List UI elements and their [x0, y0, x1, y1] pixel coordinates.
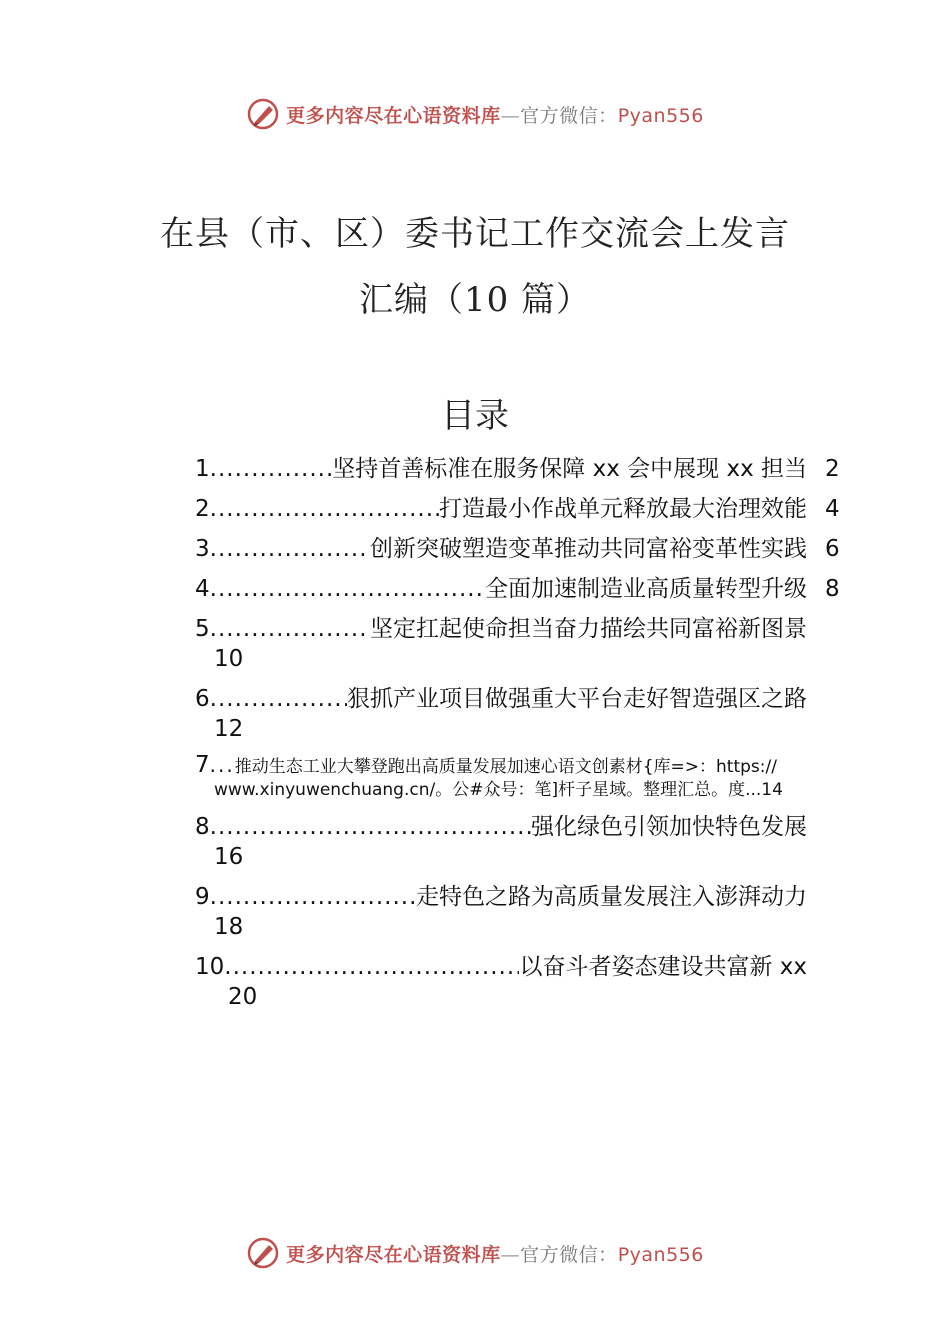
document-title-line1: 在县（市、区）委书记工作交流会上发言 — [160, 214, 790, 254]
toc-item-page: 4 — [825, 496, 840, 522]
toc-item-title: 推动生态工业大攀登跑出高质量发展加速心语文创素材{库=>：https:// — [234, 757, 777, 777]
footer-banner — [0, 1233, 950, 1273]
toc-item-number: 5 — [195, 616, 210, 642]
toc-item-7[interactable]: 7...推动生态工业大攀登跑出高质量发展加速心语文创素材{库=>：https:// www.xinyuwenchuang.cn/。公#众号：笔]杆子星域。整理汇总。度...14 — [195, 754, 845, 802]
toc-item-title-continued: www.xinyuwenchuang.cn/。公#众号：笔]杆子星域。整理汇总。度...14 — [214, 780, 783, 800]
toc-item-number: 1 — [195, 456, 210, 482]
toc-item-title: 以奋斗者姿态建设共富新 xx — [519, 954, 807, 980]
document-title-line2: 汇编（10 篇） — [358, 280, 592, 320]
toc-item-page: 18 — [214, 914, 244, 940]
banner-library-name: 更多内容尽在心语资料库 — [286, 104, 501, 127]
toc-item-number: 10 — [195, 954, 225, 980]
toc-item-1[interactable] — [195, 454, 845, 484]
toc-item-number: 4 — [195, 576, 210, 602]
toc-item-page: 6 — [825, 536, 840, 562]
toc-item-title: 全面加速制造业高质量转型升级 — [485, 576, 807, 602]
banner-library-name: 更多内容尽在心语资料库 — [286, 1243, 501, 1266]
toc-item-number: 8 — [195, 814, 210, 840]
toc-item-number: 6 — [195, 686, 210, 712]
toc-item-title: 打造最小作战单元释放最大治理效能 — [439, 496, 807, 522]
toc-item-title: 创新突破塑造变革推动共同富裕变革性实践 — [370, 536, 807, 562]
toc-item-number: 7 — [195, 752, 210, 778]
toc-item-number: 2 — [195, 496, 210, 522]
toc-item-title: 坚持首善标准在服务保障 xx 会中展现 xx 担当 — [332, 456, 807, 482]
header-banner — [0, 94, 950, 134]
toc-item-page: 12 — [214, 716, 244, 742]
toc-item-6[interactable] — [195, 684, 845, 744]
banner-wechat-id: Pyan556 — [617, 1243, 704, 1266]
pen-logo-icon — [246, 97, 280, 131]
toc-item-9[interactable] — [195, 882, 845, 942]
table-of-contents — [195, 452, 845, 1012]
toc-item-title: 坚定扛起使命担当奋力描绘共同富裕新图景 — [370, 616, 807, 642]
toc-item-page: 16 — [214, 844, 244, 870]
toc-item-4[interactable] — [195, 574, 845, 604]
toc-item-page: 8 — [825, 576, 840, 602]
toc-item-title: 走特色之路为高质量发展注入澎湃动力 — [416, 884, 807, 910]
banner-text — [286, 101, 704, 128]
toc-item-5[interactable] — [195, 614, 845, 674]
toc-item-number: 9 — [195, 884, 210, 910]
toc-item-title: 狠抓产业项目做强重大平台走好智造强区之路 — [347, 686, 807, 712]
banner-separator: — — [500, 1243, 521, 1266]
toc-item-page: 2 — [825, 456, 840, 482]
toc-item-page: 10 — [214, 646, 244, 672]
toc-item-number: 3 — [195, 536, 210, 562]
toc-item-page: 20 — [228, 984, 258, 1010]
toc-heading: 目录 — [441, 396, 509, 436]
pen-logo-icon — [246, 1236, 280, 1270]
banner-wechat-id: Pyan556 — [617, 104, 704, 127]
toc-item-title: 强化绿色引领加快特色发展 — [531, 814, 807, 840]
toc-item-3[interactable] — [195, 534, 845, 564]
banner-separator: — — [500, 104, 521, 127]
banner-wechat-label: 官方微信： — [520, 1243, 618, 1266]
banner-wechat-label: 官方微信： — [520, 104, 618, 127]
toc-item-2[interactable] — [195, 494, 845, 524]
toc-item-8[interactable] — [195, 812, 845, 872]
toc-item-10[interactable] — [195, 952, 845, 1012]
banner-text — [286, 1240, 704, 1267]
